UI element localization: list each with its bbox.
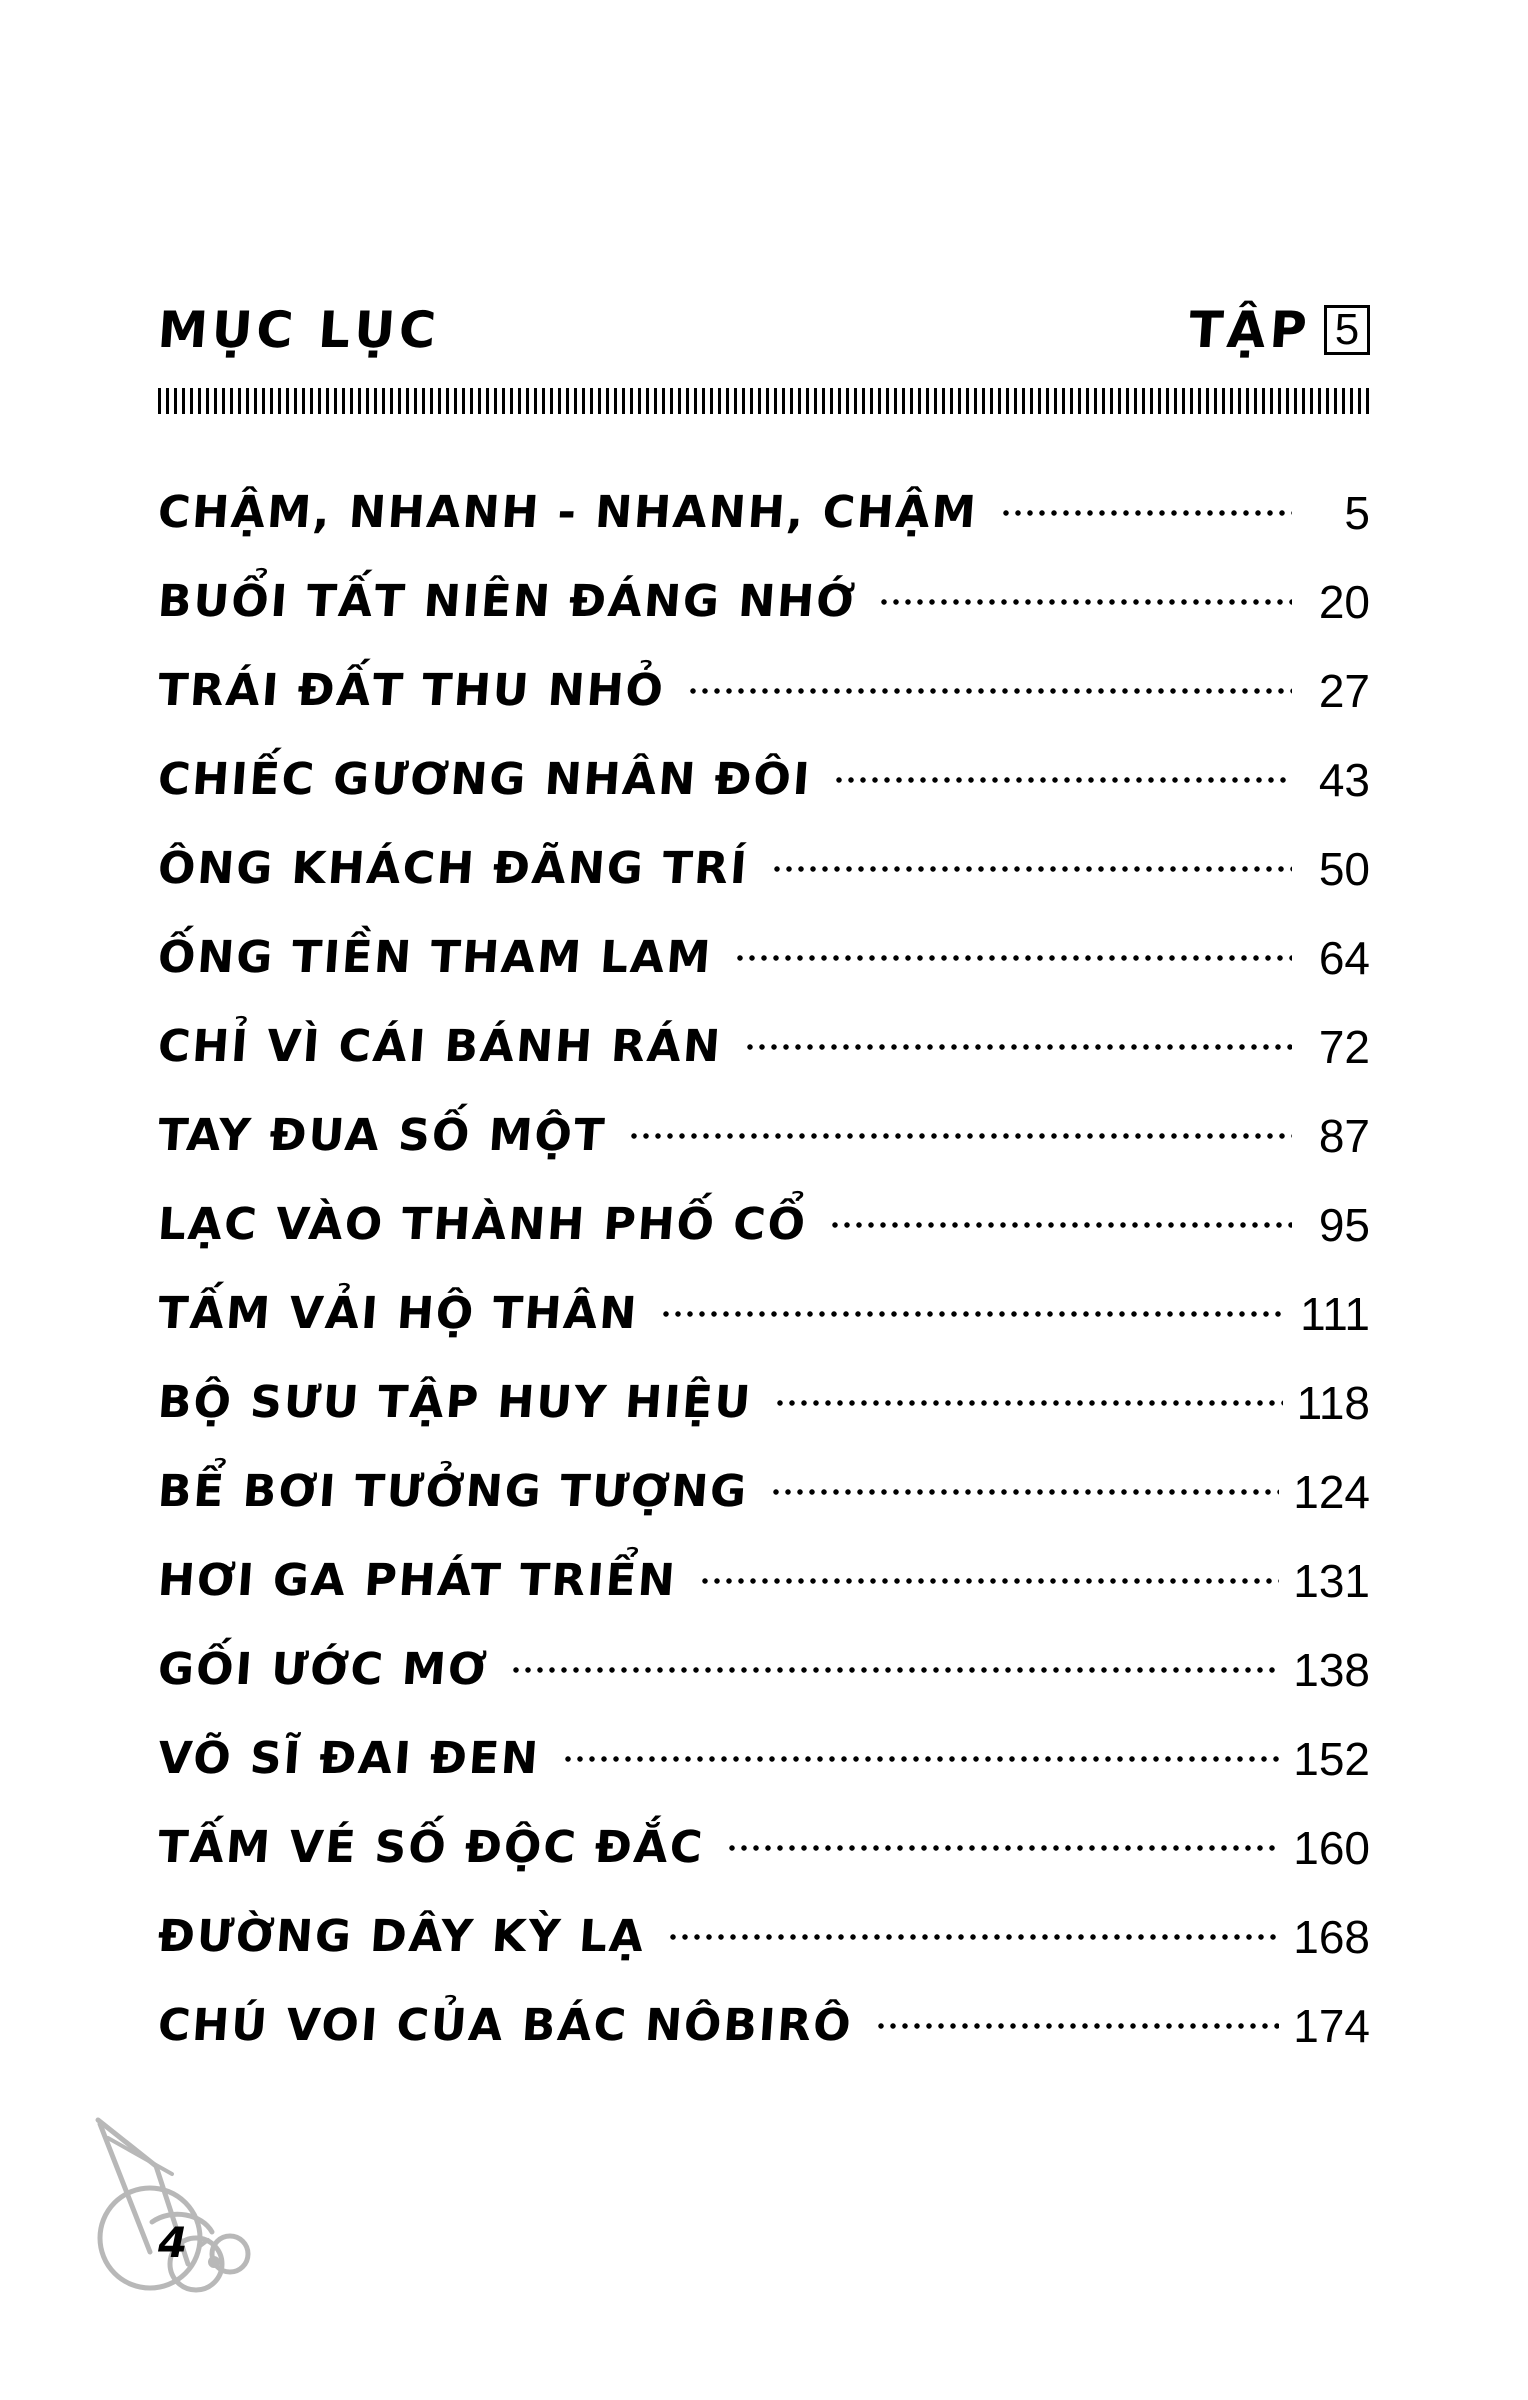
toc-entry-title: BUỔI TẤT NIÊN ĐÁNG NHỚ (156, 576, 859, 627)
toc-entry (158, 1714, 1370, 1803)
table-of-contents (158, 468, 1370, 2070)
toc-entry-page-number: 111 (1300, 1287, 1370, 1340)
toc-entry-title: TẤM VẢI HỘ THÂN (156, 1288, 641, 1339)
toc-entry-page-number: 5 (1344, 486, 1370, 539)
toc-entry-title: CHIẾC GƯƠNG NHÂN ĐÔI (156, 754, 814, 805)
toc-entry-page-number: 87 (1318, 1109, 1370, 1162)
toc-entry (158, 468, 1370, 557)
dot-leader (660, 1310, 1286, 1318)
toc-entry-title: ỐNG TIỀN THAM LAM (156, 932, 714, 983)
page-number: 4 (158, 2218, 188, 2267)
dot-leader (734, 954, 1292, 962)
toc-entry (158, 1180, 1370, 1269)
toc-entry-title: ĐƯỜNG DÂY KỲ LẠ (156, 1911, 648, 1962)
toc-entry-title: ÔNG KHÁCH ĐÃNG TRÍ (156, 843, 751, 894)
dot-leader (770, 1488, 1279, 1496)
dot-leader (774, 1399, 1283, 1407)
toc-entry-title: TRÁI ĐẤT THU NHỎ (156, 665, 667, 716)
toc-entry-page-number: 72 (1318, 1020, 1370, 1073)
publisher-logo-icon (88, 2112, 264, 2296)
toc-entry-title: TẤM VÉ SỐ ĐỘC ĐẮC (156, 1822, 706, 1873)
toc-entry-page-number: 95 (1318, 1198, 1370, 1251)
toc-entry (158, 1536, 1370, 1625)
toc-entry-title: HƠI GA PHÁT TRIỂN (156, 1555, 679, 1606)
toc-entry (158, 1269, 1370, 1358)
toc-entry-title: BỘ SƯU TẬP HUY HIỆU (156, 1377, 754, 1428)
toc-entry-page-number: 50 (1318, 842, 1370, 895)
toc-entry-title: TAY ĐUA SỐ MỘT (156, 1110, 608, 1161)
toc-entry-title: BỂ BƠI TƯỞNG TƯỢNG (156, 1466, 750, 1517)
toc-entry-page-number: 168 (1293, 1910, 1370, 1963)
toc-entry-title: CHỈ VÌ CÁI BÁNH RÁN (156, 1021, 724, 1072)
toc-entry-page-number: 20 (1318, 575, 1370, 628)
dot-leader (833, 776, 1292, 784)
volume-indicator (1186, 295, 1370, 365)
toc-header (155, 295, 1370, 365)
dot-leader (562, 1755, 1280, 1763)
toc-entry-page-number: 160 (1293, 1821, 1370, 1874)
toc-entry (158, 1358, 1370, 1447)
volume-number-box: 5 (1324, 305, 1370, 355)
toc-entry-page-number: 118 (1296, 1376, 1370, 1429)
toc-entry-title: VÕ SĨ ĐAI ĐEN (156, 1733, 542, 1784)
toc-entry (158, 1002, 1370, 1091)
toc-entry (158, 1803, 1370, 1892)
dot-leader (510, 1666, 1279, 1674)
volume-label: TẬP (1186, 301, 1313, 359)
toc-entry-page-number: 64 (1318, 931, 1370, 984)
dot-leader (726, 1844, 1279, 1852)
toc-entry-page-number: 124 (1293, 1465, 1370, 1518)
toc-entry-page-number: 131 (1293, 1554, 1370, 1607)
toc-entry-page-number: 27 (1318, 664, 1370, 717)
dot-leader (878, 598, 1292, 606)
dot-leader (1000, 509, 1292, 517)
toc-entry (158, 1892, 1370, 1981)
toc-entry (158, 1981, 1370, 2070)
toc-entry-title: CHẬM, NHANH - NHANH, CHẬM (156, 487, 980, 538)
toc-entry (158, 1625, 1370, 1714)
toc-entry-title: LẠC VÀO THÀNH PHỐ CỔ (156, 1199, 809, 1250)
toc-entry (158, 913, 1370, 1002)
dot-leader (667, 1933, 1279, 1941)
toc-entry-title: GỐI ƯỚC MƠ (156, 1644, 491, 1695)
toc-entry-page-number: 152 (1293, 1732, 1370, 1785)
toc-entry (158, 824, 1370, 913)
toc-entry (158, 646, 1370, 735)
dot-leader (744, 1043, 1292, 1051)
dot-leader (699, 1577, 1280, 1585)
dot-leader (687, 687, 1292, 695)
toc-entry-page-number: 138 (1293, 1643, 1370, 1696)
toc-entry-page-number: 174 (1293, 1999, 1370, 2052)
toc-entry-page-number: 43 (1318, 753, 1370, 806)
toc-entry (158, 1091, 1370, 1180)
dot-leader (771, 865, 1292, 873)
toc-entry (158, 1447, 1370, 1536)
page-title: MỤC LỤC (155, 301, 442, 359)
dot-leader (875, 2022, 1280, 2030)
toc-entry (158, 557, 1370, 646)
header-divider (158, 388, 1370, 414)
toc-entry-title: CHÚ VOI CỦA BÁC NÔBIRÔ (156, 2000, 855, 2051)
toc-entry (158, 735, 1370, 824)
dot-leader (628, 1132, 1292, 1140)
dot-leader (829, 1221, 1292, 1229)
